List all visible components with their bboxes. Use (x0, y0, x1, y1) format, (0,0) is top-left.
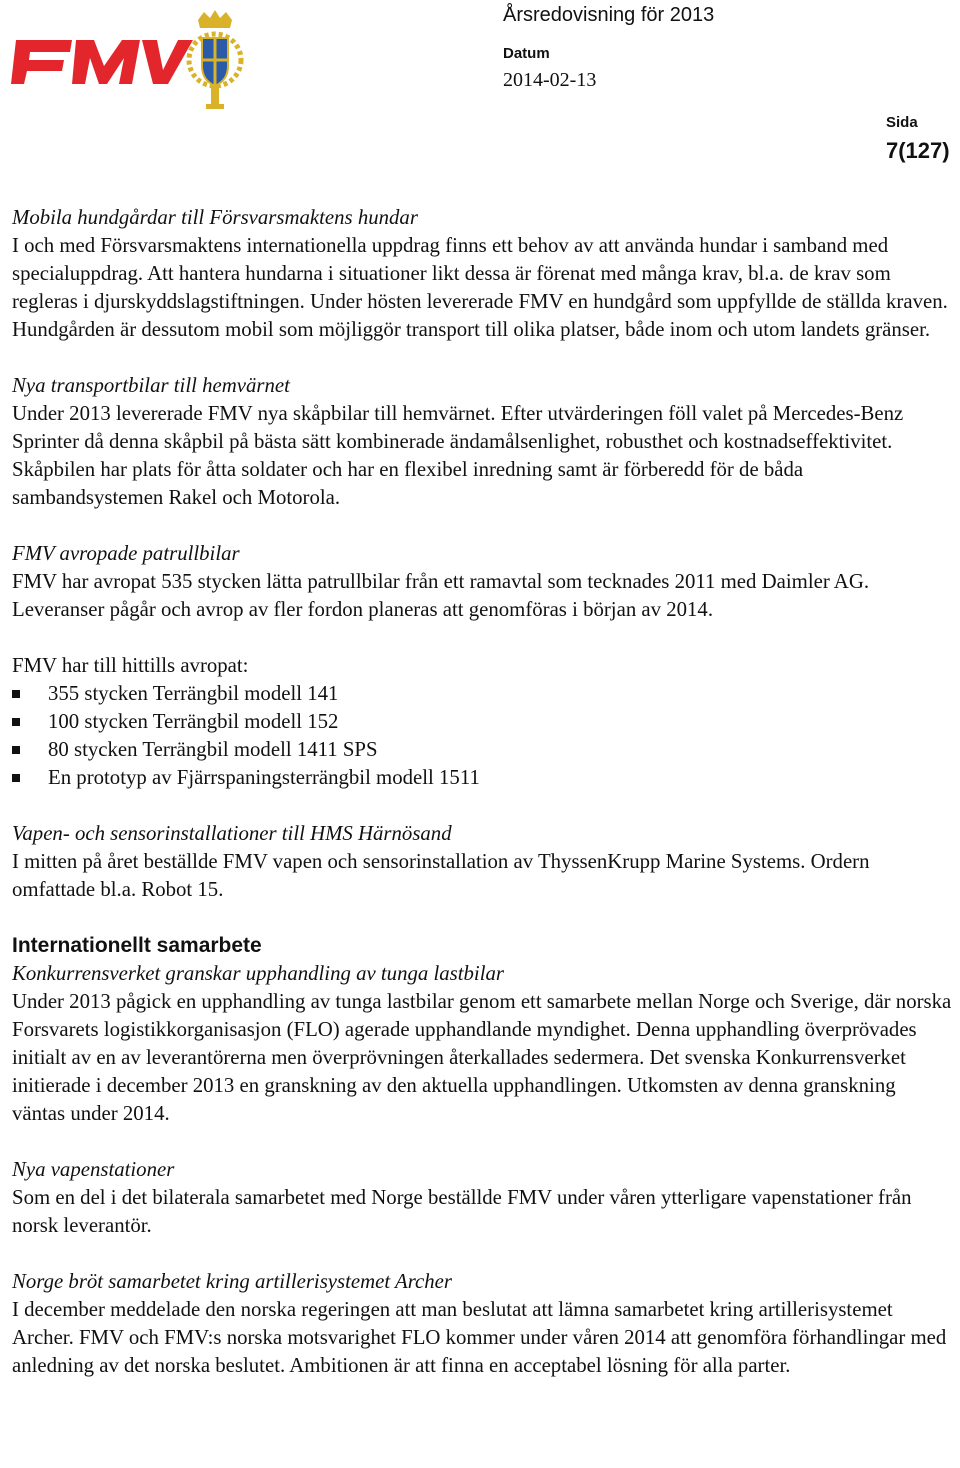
section-body: Under 2013 pågick en upphandling av tunga lastbilar genom ett samarbete mellan Norge och Sverige, där norska Forsvarets logistikkorganisasjon (FLO) agerade upphandlande myndighet. Denna upphandling överprövades initialt av en av leverantörerna men överprövningen återkallades sedermera. Det svenska Konkurrensverket initierade i december 2013 en granskning av den aktuella upphandlingen. Utkomsten av denna granskning väntas under 2014. (12, 990, 952, 1125)
crest-icon (189, 10, 241, 109)
section-body: Under 2013 levererade FMV nya skåpbilar till hemvärnet. Efter utvärderingen föll valet på Mercedes-Benz Sprinter då denna skåpbil på bästa sätt kombinerade ändamålsenlighet, robusthet och kostnadseffektivitet. Skåpbilen har plats för åtta soldater och har en flexibel inredning samt är förberedd för de båda sambandsystemen Rakel och Motorola. (12, 402, 904, 509)
list-item-text: 100 stycken Terrängbil modell 152 (48, 710, 339, 733)
chapter-title: Internationellt samarbete (12, 934, 262, 957)
section-heading: Norge bröt samarbetet kring artillerisystemet Archer (12, 1270, 452, 1293)
section-body: I mitten på året beställde FMV vapen och sensorinstallation av ThyssenKrupp Marine Systems. Ordern omfattade bl.a. Robot 15. (12, 850, 870, 901)
section-heading: Mobila hundgårdar till Försvarsmaktens hundar (12, 206, 418, 229)
bullet-icon (12, 774, 20, 782)
section-hundgardar (12, 204, 952, 344)
list-item-text: 80 stycken Terrängbil modell 1411 SPS (48, 738, 378, 761)
list-item-text: 355 stycken Terrängbil modell 141 (48, 682, 339, 705)
section-harnosand (12, 820, 952, 904)
section-body: FMV har avropat 535 stycken lätta patrullbilar från ett ramavtal som tecknades 2011 med Daimler AG. Leveranser pågår och avrop av fler fordon planeras att genomföras i början av 2014. (12, 570, 870, 621)
section-heading: Nya transportbilar till hemvärnet (12, 374, 290, 397)
section-heading: FMV avropade patrullbilar (12, 542, 240, 565)
bullet-icon (12, 690, 20, 698)
document-body (12, 204, 952, 1380)
bullet-icon (12, 718, 20, 726)
section-heading: Nya vapenstationer (12, 1158, 175, 1181)
section-patrullbilar (12, 540, 952, 624)
list-item (12, 764, 952, 792)
vehicle-list (12, 680, 952, 792)
document-title: Årsredovisning för 2013 (503, 4, 715, 26)
list-item (12, 708, 952, 736)
date-value: 2014-02-13 (503, 69, 597, 91)
list-intro: FMV har till hittills avropat: (12, 654, 249, 677)
bullet-icon (12, 746, 20, 754)
section-body: I december meddelade den norska regeringen att man beslutat att lämna samarbetet kring artillerisystemet Archer. FMV och FMV:s norska motsvarighet FLO kommer under våren 2014 att genomföra förhandlingar med anledning av det norska beslutet. Ambitionen är att finna en acceptabel lösning för alla parter. (12, 1298, 947, 1377)
fmv-logo (10, 8, 245, 110)
section-transportbilar (12, 372, 952, 512)
date-label: Datum (503, 45, 550, 62)
list-item (12, 736, 952, 764)
section-archer (12, 1268, 952, 1380)
list-item (12, 680, 952, 708)
list-item-text: En prototyp av Fjärrspaningsterrängbil modell 1511 (48, 766, 480, 789)
section-heading: Konkurrensverket granskar upphandling av tunga lastbilar (12, 962, 504, 985)
section-heading: Vapen- och sensorinstallationer till HMS Härnösand (12, 822, 452, 845)
section-samarbete (12, 932, 952, 1128)
section-avropat (12, 652, 952, 792)
section-body: Som en del i det bilaterala samarbetet med Norge beställde FMV under våren ytterligare vapenstationer från norsk leverantör. (12, 1186, 912, 1237)
section-vapenstationer (12, 1156, 952, 1240)
page-number: 7(127) (886, 138, 950, 163)
page-label: Sida (886, 114, 918, 131)
section-body: I och med Försvarsmaktens internationella uppdrag finns ett behov av att använda hundar i samband med specialuppdrag. Att hantera hundarna i situationer likt dessa är förenat med många krav, bl.a. de krav som regleras i djurskyddslagstiftningen. Under hösten levererade FMV en hundgård som uppfyllde de ställda kraven. Hundgården är dessutom mobil som möjliggör transport till olika platser, både inom och utom landets gränser. (12, 234, 948, 341)
fmv-logo-graphic (10, 8, 245, 110)
